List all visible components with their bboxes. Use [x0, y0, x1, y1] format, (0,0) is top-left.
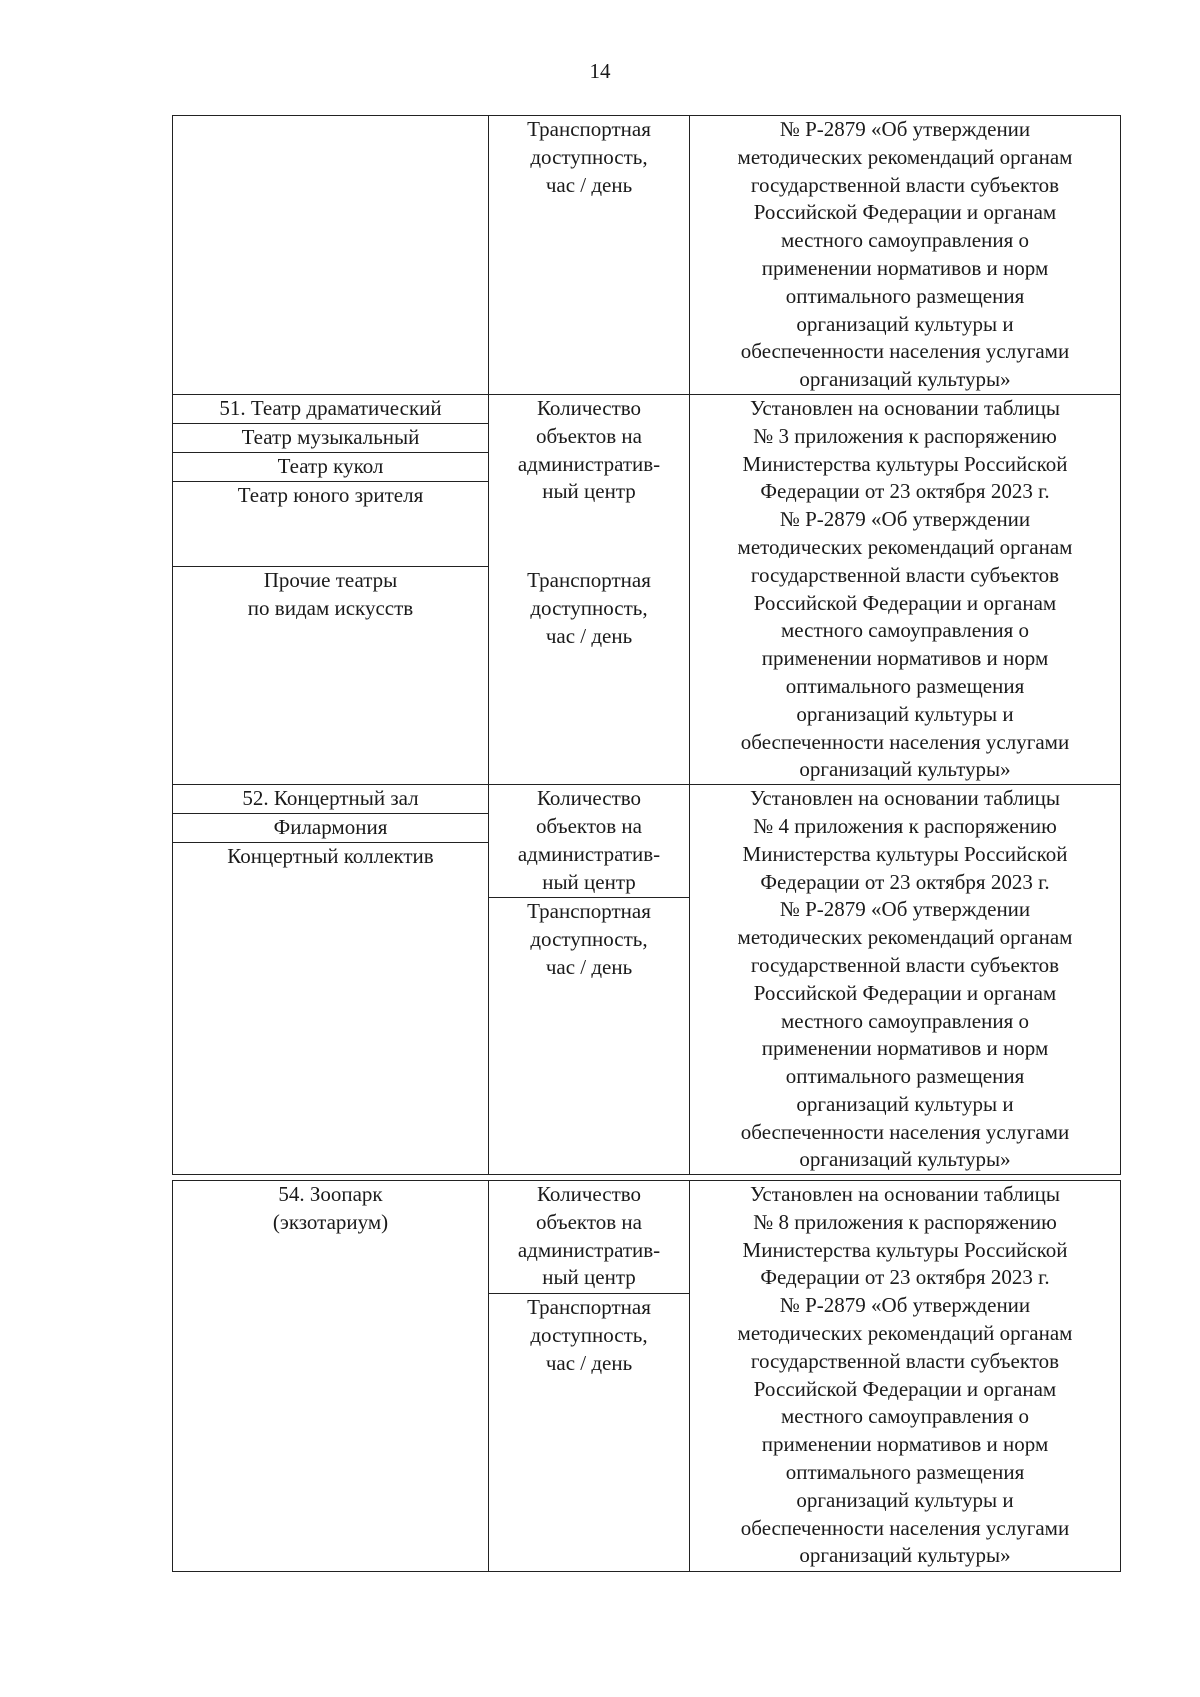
row-indicator-cell [489, 785, 690, 1174]
object-philharmonic: Филармония [173, 814, 488, 843]
row-basis-cell [690, 395, 1120, 784]
basis-prefix: Установлен на основании таблицы № 3 приложения к распоряжению Министерства культуры Российской Федерации от 23 октября 2023 г. [742, 395, 1068, 504]
table-zoo [172, 1180, 1121, 1572]
row-object-cell [173, 785, 489, 1174]
page-number: 14 [589, 59, 611, 83]
row-basis-cell [690, 1181, 1120, 1571]
row-object-cell [173, 116, 489, 394]
object-concert-hall: 52. Концертный зал [173, 785, 488, 814]
table-row [173, 395, 1120, 785]
indicator-count: Количество объектов на административ- ный центр [517, 395, 661, 504]
row-basis-cell [690, 785, 1120, 1174]
basis-text: № Р-2879 «Об утверждении методических рекомендаций органам государственной власти субъектов Российской Федерации и органам местного самоуправления о применении нормативов и норм оптимального размещения организаций культуры и обеспеченности населения услугами организаций культуры» [737, 117, 1073, 392]
row-object-cell [173, 1181, 489, 1571]
indicator-transport: Транспортная доступность, час / день [527, 899, 651, 979]
object-zoo: 54. Зоопарк (экзотариум) [272, 1182, 389, 1234]
row-object-cell [173, 395, 489, 784]
basis-text: № Р-2879 «Об утверждении методических рекомендаций органам государственной власти субъектов Российской Федерации и органам местного самоуправления о применении нормативов и норм оптимального размещения организаций культуры и обеспеченности населения услугами организаций культуры» [737, 1293, 1073, 1568]
object-puppet-theatre: Театр кукол [173, 453, 488, 482]
table-row [173, 785, 1120, 1174]
basis-prefix: Установлен на основании таблицы № 4 приложения к распоряжению Министерства культуры Российской Федерации от 23 октября 2023 г. [742, 786, 1068, 894]
basis-text: № Р-2879 «Об утверждении методических рекомендаций органам государственной власти субъектов Российской Федерации и органам местного самоуправления о применении нормативов и норм оптимального размещения организаций культуры и обеспеченности населения услугами организаций культуры» [737, 897, 1073, 1172]
indicator-transport: Транспортная доступность, час / день [527, 117, 651, 197]
indicator-transport: Транспортная доступность, час / день [527, 567, 651, 648]
basis-prefix: Установлен на основании таблицы № 8 приложения к распоряжению Министерства культуры Российской Федерации от 23 октября 2023 г. [742, 1182, 1068, 1290]
indicator-count: Количество объектов на административ- ный центр [489, 785, 689, 898]
indicator-count: Количество объектов на административ- ный центр [489, 1181, 689, 1294]
table-row [173, 116, 1120, 395]
indicator-transport: Транспортная доступность, час / день [527, 1295, 651, 1375]
object-other-theatres: Прочие театры по видам искусств [247, 567, 414, 620]
object-youth-theatre: Театр юного зрителя [173, 482, 488, 567]
object-music-theatre: Театр музыкальный [173, 424, 488, 453]
object-drama-theatre: 51. Театр драматический [173, 395, 488, 424]
table-main [172, 115, 1121, 1175]
row-indicator-cell [489, 395, 690, 784]
row-indicator-cell [489, 1181, 690, 1571]
row-basis-cell [690, 116, 1120, 394]
object-concert-collective: Концертный коллектив [227, 844, 434, 869]
row-indicator-cell [489, 116, 690, 394]
basis-text: № Р-2879 «Об утверждении методических рекомендаций органам государственной власти субъектов Российской Федерации и органам местного самоуправления о применении нормативов и норм оптимального размещения организаций культуры и обеспеченности населения услугами организаций культуры» [737, 507, 1073, 782]
